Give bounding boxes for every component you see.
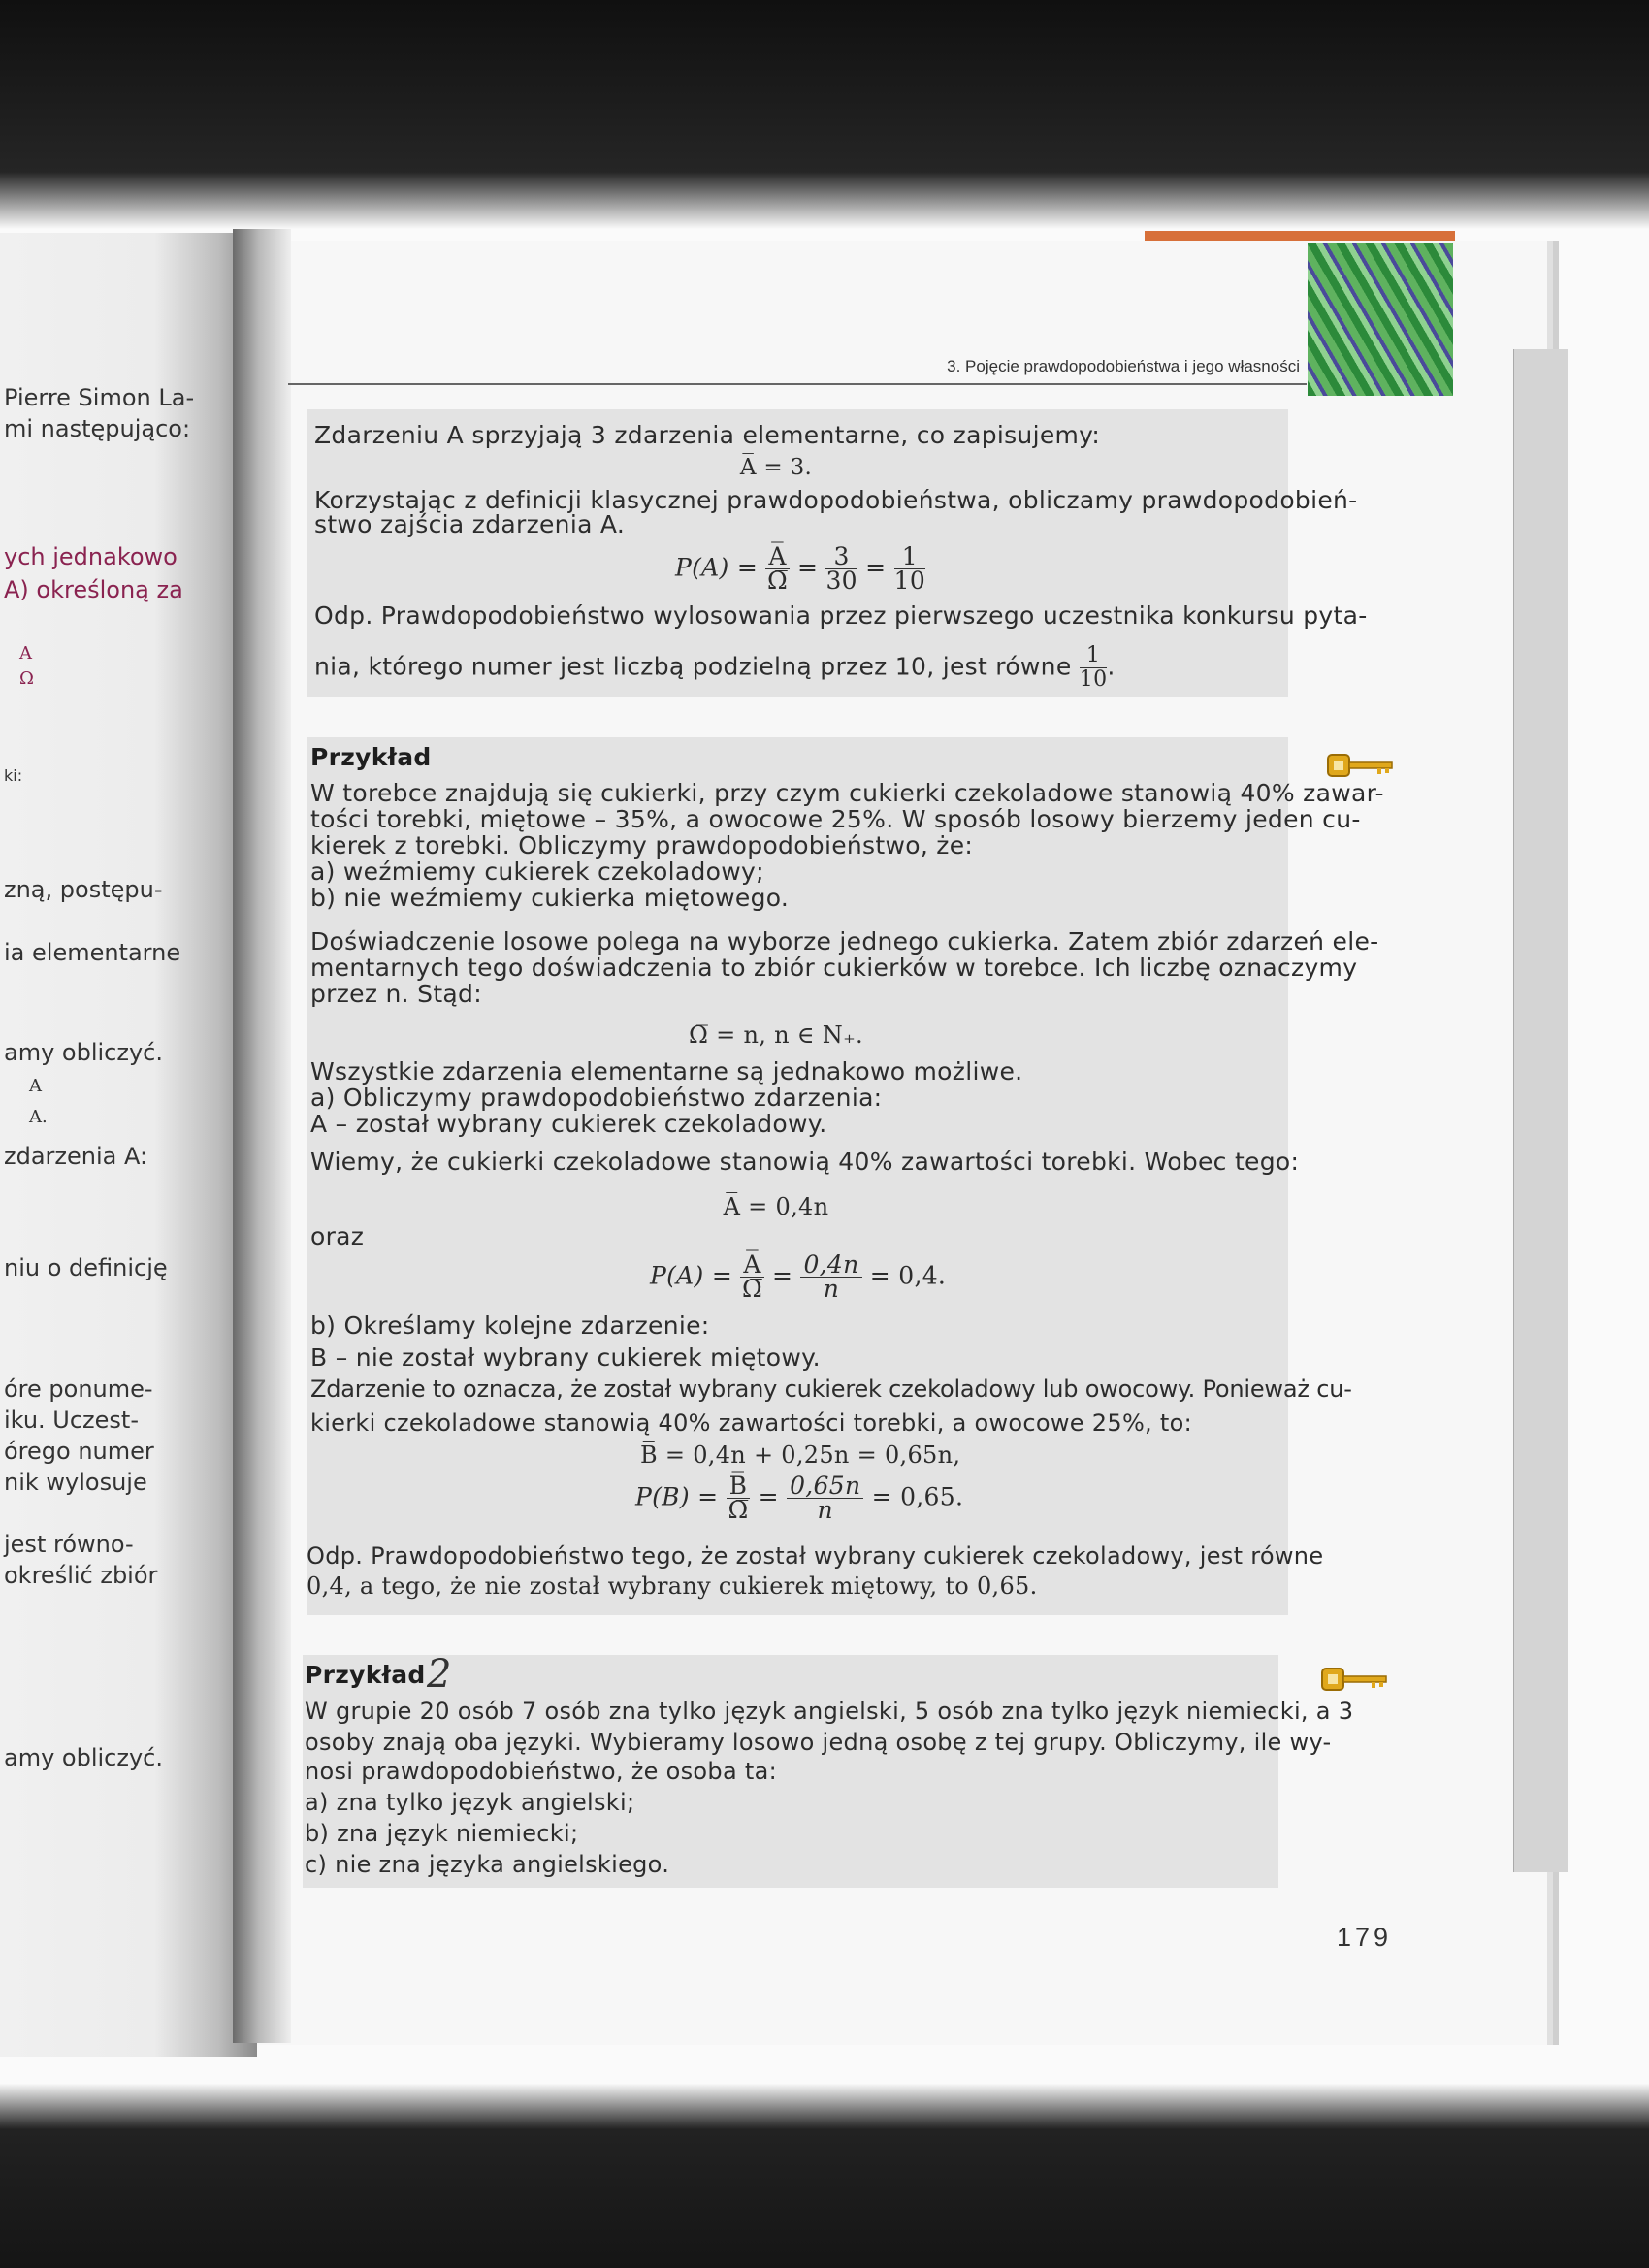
text-line: osoby znają oba języki. Wybieramy losowo jedną osobę z tej grupy. Obliczymy, ile wy- (305, 1729, 1332, 1756)
text-line: b) nie weźmiemy cukierka miętowego. (310, 884, 790, 912)
left-text: ki: (4, 766, 23, 785)
numerator: A̅ (740, 1253, 763, 1278)
page-number: 179 (1337, 1923, 1393, 1952)
left-text: określić zbiór (4, 1562, 158, 1589)
left-page (0, 233, 257, 2057)
text-line: Odp. Prawdopodobieństwo wylosowania przez pierwszego uczestnika konkursu pyta- (314, 601, 1368, 630)
numerator: 1 (1080, 644, 1108, 668)
numerator: 0,65n (787, 1474, 863, 1499)
example-title: Przykład (310, 743, 432, 771)
fraction (740, 1250, 763, 1303)
denominator: n (823, 1275, 840, 1303)
text-line: Wszystkie zdarzenia elementarne są jednakowo możliwe. (310, 1057, 1023, 1085)
formula: A̅ = 0,4n (723, 1193, 829, 1220)
answer-text: nia, którego numer jest liczbą podzielną przez 10, jest równe (314, 652, 1072, 681)
running-header: 3. Pojęcie prawdopodobieństwa i jego własności (947, 357, 1300, 375)
text-line: oraz (310, 1222, 365, 1250)
text-line: przez n. Stąd: (310, 980, 482, 1008)
text-line: mentarnych tego doświadczenia to zbiór cukierków w torebce. Ich liczbę oznaczymy (310, 954, 1358, 982)
left-text: iku. Uczest- (4, 1407, 139, 1434)
text-line: kierki czekoladowe stanowią 40% zawartości torebki, a owocowe 25%, to: (310, 1409, 1192, 1437)
left-text: óre ponume- (4, 1376, 153, 1403)
page-edges (1513, 349, 1568, 1872)
example-title: Przykład (305, 1661, 426, 1689)
fraction (1080, 644, 1108, 692)
text-line: nosi prawdopodobieństwo, że osoba ta: (305, 1758, 777, 1785)
left-text: ych jednakowo (4, 543, 178, 570)
header-rule (288, 383, 1307, 385)
fraction (825, 542, 857, 595)
numerator: B̅ (727, 1474, 751, 1499)
denominator: 30 (825, 567, 857, 595)
formula-probability: P(A) = $\frac{A̅}{\Omega̅}$ = $\frac{3}{30}$ = $\frac{1}{10}$ (675, 542, 926, 595)
text-line: c) nie zna języka angielskiego. (305, 1851, 670, 1878)
left-text: amy obliczyć. (4, 1744, 163, 1771)
text-line: W grupie 20 osób 7 osób zna tylko język angielski, 5 osób zna tylko język niemiecki, a 3 (305, 1698, 1354, 1725)
text-line: b) zna język niemiecki; (305, 1820, 579, 1847)
text-line: Zdarzeniu A sprzyjają 3 zdarzenia elementarne, co zapisujemy: (314, 421, 1101, 449)
formula-lhs: P(A) = (675, 553, 759, 582)
key-icon (1327, 753, 1395, 778)
formula: Ω̅ = n, n ∈ N₊. (689, 1021, 863, 1049)
formula: B̅ = 0,4n + 0,25n = 0,65n, (640, 1442, 961, 1469)
formula-probability: P(B) = $\frac{B̅}{\Omega̅}$ = $\frac{0,65n}{n}$ = 0,65. (635, 1472, 964, 1524)
left-text: niu o definicję (4, 1254, 168, 1281)
cover-edge (1145, 231, 1455, 241)
fraction (765, 542, 789, 595)
denominator: 10 (1079, 667, 1108, 692)
left-text: Ω (19, 668, 34, 689)
left-text: A) określoną za (4, 576, 183, 603)
denominator: 10 (893, 567, 926, 595)
numerator: A̅ (765, 545, 789, 569)
chapter-thumb-tab (1308, 243, 1453, 396)
text-line: b) Określamy kolejne zdarzenie: (310, 1312, 710, 1340)
left-text: ia elementarne (4, 939, 181, 966)
left-text: nik wylosuje (4, 1469, 147, 1496)
text-line: W torebce znajdują się cukierki, przy czym cukierki czekoladowe stanowią 40% zawar- (310, 779, 1384, 807)
text-line: a) weźmiemy cukierek czekoladowy; (310, 858, 764, 886)
formula: A̅ = 3. (739, 455, 813, 480)
left-text: mi następująco: (4, 415, 191, 442)
numerator: 0,4n (800, 1253, 861, 1278)
text-line: tości torebki, miętowe – 35%, a owocowe 25%. W sposób losowy bierzemy jeden cu- (310, 805, 1361, 833)
book-gutter (233, 229, 291, 2043)
text-line: A – został wybrany cukierek czekoladowy. (310, 1110, 827, 1138)
left-text: A (29, 1076, 42, 1096)
left-text: zdarzenia A: (4, 1143, 148, 1170)
text-line: 0,4, a tego, że nie został wybrany cukierek miętowy, to 0,65. (307, 1572, 1038, 1600)
denominator: n (817, 1496, 833, 1524)
fraction (893, 542, 926, 595)
text-line: stwo zajścia zdarzenia A. (314, 510, 626, 538)
text-line: a) zna tylko język angielski; (305, 1789, 635, 1816)
numerator: 1 (894, 545, 925, 569)
fraction (727, 1474, 751, 1522)
text-line: Korzystając z definicji klasycznej prawdopodobieństwa, obliczamy prawdopodobień- (314, 486, 1358, 514)
scanner-shadow-top (0, 0, 1649, 229)
formula-rhs: = 0,65. (871, 1482, 964, 1511)
key-icon (1321, 1667, 1389, 1692)
left-text: zną, postępu- (4, 876, 163, 903)
left-text: Pierre Simon La- (4, 384, 195, 411)
text-line: kierek z torebki. Obliczymy prawdopodobieństwo, że: (310, 831, 974, 859)
text-line: a) Obliczymy prawdopodobieństwo zdarzenia: (310, 1084, 883, 1112)
left-text: amy obliczyć. (4, 1039, 163, 1066)
formula-probability: P(A) = $\frac{A̅}{\Omega̅}$ = $\frac{0,4n}{n}$ = 0,4. (650, 1250, 947, 1303)
formula-lhs: P(A) = (650, 1261, 733, 1290)
text-line: Odp. Prawdopodobieństwo tego, że został wybrany cukierek czekoladowy, jest równe (307, 1542, 1324, 1570)
left-text: A (19, 643, 32, 664)
text-line: Wiemy, że cukierki czekoladowe stanowią 40% zawartości torebki. Wobec tego: (310, 1148, 1300, 1176)
text-line: Zdarzenie to oznacza, że został wybrany cukierek czekoladowy lub owocowy. Ponieważ cu- (310, 1376, 1352, 1403)
fraction (787, 1474, 863, 1522)
formula-lhs: P(B) = (635, 1482, 719, 1511)
left-text: órego numer (4, 1438, 154, 1465)
denominator: Ω̅ (741, 1275, 763, 1303)
denominator: Ω̅ (766, 567, 789, 595)
text-line-with-fraction: nia, którego numer jest liczbą podzielną przez 10, jest równe $\frac{1}{10}$ . (314, 643, 1116, 692)
numerator: 3 (825, 545, 857, 569)
left-text: jest równo- (4, 1531, 134, 1558)
formula-rhs: = 0,4. (869, 1261, 947, 1290)
text-line: Doświadczenie losowe polega na wyborze jednego cukierka. Zatem zbiór zdarzeń ele- (310, 927, 1379, 956)
denominator: Ω̅ (728, 1496, 749, 1524)
scanner-shadow-bottom (0, 2037, 1649, 2268)
fraction (800, 1250, 861, 1303)
handwritten-number: 2 (427, 1652, 452, 1697)
left-text: A. (29, 1107, 48, 1127)
text-line: B – nie został wybrany cukierek miętowy. (310, 1344, 821, 1372)
